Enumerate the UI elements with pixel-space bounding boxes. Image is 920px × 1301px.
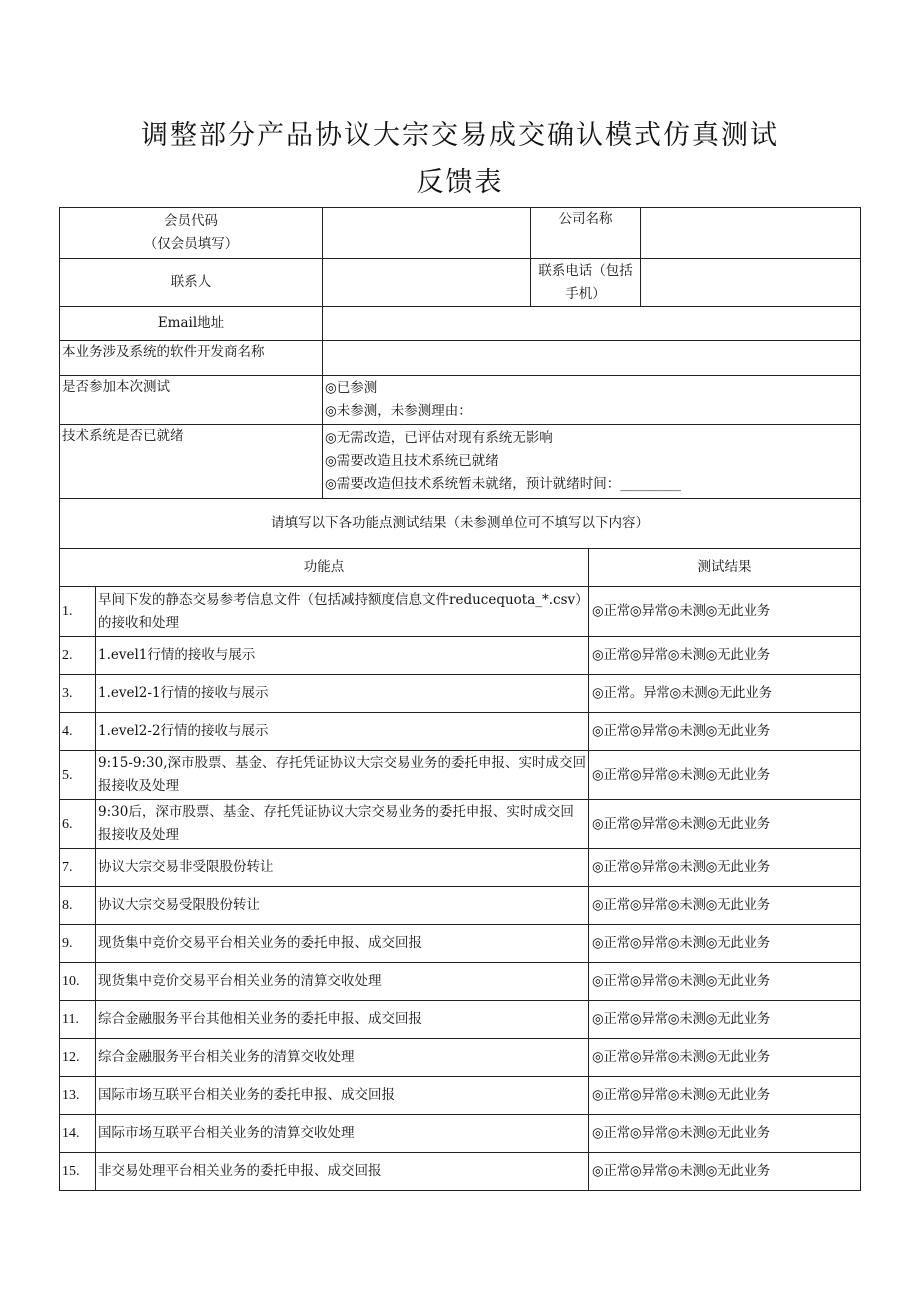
function-point: 综合金融服务平台相关业务的清算交收处理 [96,1039,589,1077]
member-info-table [59,207,861,549]
test-result-options[interactable]: ◎正常◎异常◎未测◎无此业务 [589,1153,861,1191]
software-vendor-input[interactable] [323,341,861,376]
test-result-options[interactable]: ◎正常◎异常◎未测◎无此业务 [589,1077,861,1115]
ready-option[interactable]: ◎需要改造且技术系统已就绪 [325,453,499,469]
table-row [60,849,861,887]
table-row [60,675,861,713]
not-ready-option[interactable]: ◎需要改造但技术系统暂未就绪，预计就绪时间：_________ [325,476,682,492]
row-number: 2. [60,637,96,675]
row-number: 3. [60,675,96,713]
table-row [60,1153,861,1191]
test-result-options[interactable]: ◎正常◎异常◎未测◎无此业务 [589,1039,861,1077]
function-point: 综合金融服务平台其他相关业务的委托申报、成交回报 [96,1001,589,1039]
function-point: 协议大宗交易非受限股份转让 [96,849,589,887]
function-test-table [59,548,861,1191]
test-result-options[interactable]: ◎正常◎异常◎未测◎无此业务 [589,637,861,675]
row-number: 10. [60,963,96,1001]
row-number: 9. [60,925,96,963]
test-result-options[interactable]: ◎正常◎异常◎未测◎无此业务 [589,963,861,1001]
email-label: Email地址 [60,307,323,341]
function-point: 国际市场互联平台相关业务的清算交收处理 [96,1115,589,1153]
function-point: 协议大宗交易受限股份转让 [96,887,589,925]
function-point: 非交易处理平台相关业务的委托申报、成交回报 [96,1153,589,1191]
phone-label: 联系电话（包括手机） [531,259,641,307]
participate-label: 是否参加本次测试 [60,376,323,425]
not-participated-option[interactable]: ◎未参测，未参测理由： [325,403,472,419]
company-name-input[interactable] [641,208,861,259]
member-code-label: 会员代码 [164,213,218,229]
table-row [60,713,861,751]
table-row [60,963,861,1001]
participated-option[interactable]: ◎已参测 [325,380,378,396]
function-point: 现货集中竞价交易平台相关业务的委托申报、成交回报 [96,925,589,963]
row-number: 11. [60,1001,96,1039]
function-column-header: 功能点 [60,549,589,587]
row-number: 14. [60,1115,96,1153]
form-subtitle: 反馈表 [416,167,504,198]
test-result-options[interactable]: ◎正常◎异常◎未测◎无此业务 [589,751,861,800]
function-point: 现货集中竞价交易平台相关业务的清算交收处理 [96,963,589,1001]
table-row [60,925,861,963]
row-number: 1. [60,587,96,637]
company-name-label: 公司名称 [531,208,641,259]
member-code-input[interactable] [323,208,531,259]
row-number: 7. [60,849,96,887]
test-result-options[interactable]: ◎正常◎异常◎未测◎无此业务 [589,587,861,637]
table-row [60,587,861,637]
row-number: 8. [60,887,96,925]
function-point: 1.evel2-2行情的接收与展示 [96,713,589,751]
table-row [60,637,861,675]
row-number: 4. [60,713,96,751]
table-row [60,1001,861,1039]
row-number: 6. [60,800,96,849]
no-change-option[interactable]: ◎无需改造，已评估对现有系统无影响 [325,430,553,446]
test-result-options[interactable]: ◎正常◎异常◎未测◎无此业务 [589,800,861,849]
function-point: 国际市场互联平台相关业务的委托申报、成交回报 [96,1077,589,1115]
table-row [60,1115,861,1153]
form-title: 调整部分产品协议大宗交易成交确认模式仿真测试 [141,120,779,151]
function-point: 9:30后，深市股票、基金、存托凭证协议大宗交易业务的委托申报、实时成交回报接收及处理 [96,800,589,849]
function-point: 早间下发的静态交易参考信息文件（包括减持额度信息文件reducequota_*.csv）的接收和处理 [96,587,589,637]
row-number: 12. [60,1039,96,1077]
test-result-options[interactable]: ◎正常◎异常◎未测◎无此业务 [589,887,861,925]
row-number: 5. [60,751,96,800]
system-ready-options [323,425,861,499]
table-row [60,800,861,849]
member-code-label-cell [60,208,323,259]
row-number: 15. [60,1153,96,1191]
member-code-note: （仅会员填写） [143,236,239,252]
test-result-options[interactable]: ◎正常◎异常◎未测◎无此业务 [589,1115,861,1153]
test-result-options[interactable]: ◎正常◎异常◎未测◎无此业务 [589,713,861,751]
result-column-header: 测试结果 [589,549,861,587]
contact-input[interactable] [323,259,531,307]
phone-input[interactable] [641,259,861,307]
function-point: 9:15-9:30,深市股票、基金、存托凭证协议大宗交易业务的委托申报、实时成交回报接收及处理 [96,751,589,800]
system-ready-label: 技术系统是否已就绪 [60,425,323,499]
contact-label: 联系人 [60,259,323,307]
test-result-options[interactable]: ◎正常。异常◎未测◎无此业务 [589,675,861,713]
table-row [60,751,861,800]
table-row [60,1039,861,1077]
row-number: 13. [60,1077,96,1115]
function-point: 1.evel1行情的接收与展示 [96,637,589,675]
table-row [60,1077,861,1115]
function-point: 1.evel2-1行情的接收与展示 [96,675,589,713]
participate-options [323,376,861,425]
email-input[interactable] [323,307,861,341]
test-result-options[interactable]: ◎正常◎异常◎未测◎无此业务 [589,925,861,963]
instruction-text: 请填写以下各功能点测试结果（未参测单位可不填写以下内容） [60,499,861,549]
table-row [60,887,861,925]
software-vendor-label: 本业务涉及系统的软件开发商名称 [60,341,323,376]
test-result-options[interactable]: ◎正常◎异常◎未测◎无此业务 [589,1001,861,1039]
test-result-options[interactable]: ◎正常◎异常◎未测◎无此业务 [589,849,861,887]
